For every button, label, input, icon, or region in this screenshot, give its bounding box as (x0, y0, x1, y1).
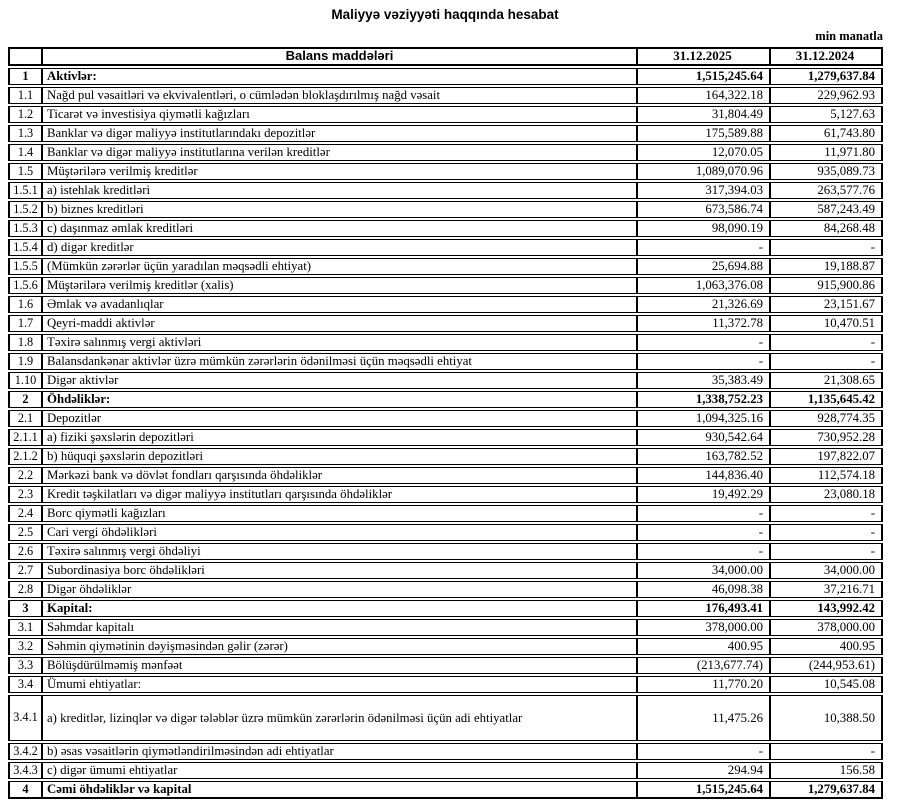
table-row (8, 543, 883, 560)
value-2025: (213,677.74) (637, 657, 770, 674)
table-row (8, 277, 883, 294)
table-row (8, 315, 883, 332)
value-2024: 84,268.48 (770, 220, 883, 237)
value-2025: 11,475.26 (637, 695, 770, 741)
row-label: Kredit təşkilatları və digər maliyyə institutları qarşısında öhdəliklər (42, 486, 637, 503)
row-number: 1.5.6 (8, 277, 42, 294)
table-row (8, 695, 883, 741)
value-2024: 197,822.07 (770, 448, 883, 465)
value-2024: - (770, 353, 883, 370)
row-number: 1.8 (8, 334, 42, 351)
value-2025: 12,070.05 (637, 144, 770, 161)
value-2025: 930,542.64 (637, 429, 770, 446)
unit-label: min manatla (815, 29, 883, 43)
table-row (8, 657, 883, 674)
row-label: Digər öhdəliklər (42, 581, 637, 598)
value-2024: 1,135,645.42 (770, 391, 883, 408)
row-number: 1.5 (8, 163, 42, 180)
row-number: 2.2 (8, 467, 42, 484)
header-row (8, 47, 883, 66)
row-label: a) fiziki şəxslərin depozitləri (42, 429, 637, 446)
row-label: Müştərilərə verilmiş kreditlər (xalis) (42, 277, 637, 294)
value-2025: 35,383.49 (637, 372, 770, 389)
row-number: 3.4.1 (8, 695, 42, 741)
row-number: 1.5.1 (8, 182, 42, 199)
table-row (8, 781, 883, 799)
table-row (8, 448, 883, 465)
value-2025: 317,394.03 (637, 182, 770, 199)
row-number: 1.2 (8, 106, 42, 123)
value-2025: - (637, 505, 770, 522)
value-2024: 19,188.87 (770, 258, 883, 275)
table-row (8, 638, 883, 655)
row-label: b) əsas vəsaitlərin qiymətləndirilməsindən adi ehtiyatlar (42, 743, 637, 760)
value-2024: 34,000.00 (770, 562, 883, 579)
value-2024: 11,971.80 (770, 144, 883, 161)
value-2024: 935,089.73 (770, 163, 883, 180)
value-2025: 1,089,070.96 (637, 163, 770, 180)
row-number: 1.5.3 (8, 220, 42, 237)
row-number: 1.5.4 (8, 239, 42, 256)
table-row (8, 524, 883, 541)
value-2024: 10,470.51 (770, 315, 883, 332)
value-2024: (244,953.61) (770, 657, 883, 674)
row-label: Qeyri-maddi aktivlər (42, 315, 637, 332)
value-2025: - (637, 743, 770, 760)
value-2025: 34,000.00 (637, 562, 770, 579)
value-2025: 673,586.74 (637, 201, 770, 218)
value-2025: 1,515,245.64 (637, 68, 770, 85)
value-2025: 19,492.29 (637, 486, 770, 503)
table-row (8, 125, 883, 142)
row-label: b) biznes kreditləri (42, 201, 637, 218)
row-number: 3.4.3 (8, 762, 42, 779)
page-title: Maliyyə vəziyyəti haqqında hesabat (331, 7, 559, 22)
value-2025: - (637, 543, 770, 560)
table-row (8, 581, 883, 598)
value-2025: 144,836.40 (637, 467, 770, 484)
value-2024: - (770, 239, 883, 256)
row-number: 2.5 (8, 524, 42, 541)
header-date-2024: 31.12.2024 (770, 47, 883, 66)
row-label: Əmlak və avadanlıqlar (42, 296, 637, 313)
value-2025: 46,098.38 (637, 581, 770, 598)
row-number: 1.5.5 (8, 258, 42, 275)
table-row (8, 144, 883, 161)
value-2024: 378,000.00 (770, 619, 883, 636)
row-number: 1.5.2 (8, 201, 42, 218)
table-row (8, 201, 883, 218)
value-2024: 928,774.35 (770, 410, 883, 427)
value-2025: 98,090.19 (637, 220, 770, 237)
row-number: 2.3 (8, 486, 42, 503)
row-number: 3.3 (8, 657, 42, 674)
value-2025: 175,589.88 (637, 125, 770, 142)
balance-sheet-table (8, 45, 883, 801)
row-number: 3.1 (8, 619, 42, 636)
table-row (8, 619, 883, 636)
value-2024: 1,279,637.84 (770, 781, 883, 799)
row-number: 1.4 (8, 144, 42, 161)
row-label: Təxirə salınmış vergi öhdəliyi (42, 543, 637, 560)
row-number: 2.1.2 (8, 448, 42, 465)
value-2025: 163,782.52 (637, 448, 770, 465)
row-number: 2.1.1 (8, 429, 42, 446)
table-row (8, 296, 883, 313)
table-row (8, 68, 883, 85)
value-2025: - (637, 334, 770, 351)
row-number: 1.6 (8, 296, 42, 313)
row-number: 1.3 (8, 125, 42, 142)
value-2025: - (637, 239, 770, 256)
value-2025: 176,493.41 (637, 600, 770, 617)
value-2025: 21,326.69 (637, 296, 770, 313)
row-number: 2.4 (8, 505, 42, 522)
row-label: Müştərilərə verilmiş kreditlər (42, 163, 637, 180)
value-2024: - (770, 524, 883, 541)
value-2024: - (770, 334, 883, 351)
table-row (8, 106, 883, 123)
row-label: Mərkəzi bank və dövlət fondları qarşısında öhdəliklər (42, 467, 637, 484)
value-2025: 11,770.20 (637, 676, 770, 693)
value-2024: 21,308.65 (770, 372, 883, 389)
value-2025: 11,372.78 (637, 315, 770, 332)
value-2024: 400.95 (770, 638, 883, 655)
value-2025: 1,094,325.16 (637, 410, 770, 427)
row-label: Kapital: (42, 600, 637, 617)
value-2024: 23,080.18 (770, 486, 883, 503)
value-2024: - (770, 743, 883, 760)
table-header (8, 47, 883, 66)
row-label: Ümumi ehtiyatlar: (42, 676, 637, 693)
table-row (8, 467, 883, 484)
value-2025: 25,694.88 (637, 258, 770, 275)
table-row (8, 353, 883, 370)
value-2025: 378,000.00 (637, 619, 770, 636)
row-label: Depozitlər (42, 410, 637, 427)
row-number: 4 (8, 781, 42, 799)
row-label: d) digər kreditlər (42, 239, 637, 256)
value-2024: 143,992.42 (770, 600, 883, 617)
value-2024: 587,243.49 (770, 201, 883, 218)
table-row (8, 87, 883, 104)
value-2025: - (637, 353, 770, 370)
value-2024: 10,545.08 (770, 676, 883, 693)
row-number: 1.7 (8, 315, 42, 332)
row-label: Subordinasiya borc öhdəlikləri (42, 562, 637, 579)
row-label: b) hüquqi şəxslərin depozitləri (42, 448, 637, 465)
row-label: Bölüşdürülməmiş mənfəət (42, 657, 637, 674)
table-row (8, 220, 883, 237)
table-row (8, 505, 883, 522)
value-2025: 294.94 (637, 762, 770, 779)
table-row (8, 762, 883, 779)
row-label: Cəmi öhdəliklər və kapital (42, 781, 637, 799)
header-date-2025: 31.12.2025 (637, 47, 770, 66)
table-row (8, 391, 883, 408)
row-number: 1.10 (8, 372, 42, 389)
table-row (8, 562, 883, 579)
value-2024: 229,962.93 (770, 87, 883, 104)
table-row (8, 410, 883, 427)
table-row (8, 486, 883, 503)
value-2025: 1,063,376.08 (637, 277, 770, 294)
table-row (8, 429, 883, 446)
value-2024: 37,216.71 (770, 581, 883, 598)
row-number: 1.1 (8, 87, 42, 104)
row-label: Təxirə salınmış vergi aktivləri (42, 334, 637, 351)
value-2024: 5,127.63 (770, 106, 883, 123)
row-number: 2.6 (8, 543, 42, 560)
value-2024: 915,900.86 (770, 277, 883, 294)
value-2025: 164,322.18 (637, 87, 770, 104)
row-number: 1.9 (8, 353, 42, 370)
header-row-number (8, 47, 42, 66)
value-2025: 1,338,752.23 (637, 391, 770, 408)
value-2024: - (770, 543, 883, 560)
value-2024: 1,279,637.84 (770, 68, 883, 85)
row-label: Səhmin qiymətinin dəyişməsindən gəlir (zərər) (42, 638, 637, 655)
table-row (8, 743, 883, 760)
table-row (8, 258, 883, 275)
row-number: 3 (8, 600, 42, 617)
value-2025: - (637, 524, 770, 541)
table-row (8, 334, 883, 351)
row-label: c) digər ümumi ehtiyatlar (42, 762, 637, 779)
table-row (8, 239, 883, 256)
row-label: Digər aktivlər (42, 372, 637, 389)
value-2025: 31,804.49 (637, 106, 770, 123)
row-label: a) kreditlər, lizinqlər və digər tələblər üzrə mümkün zərərlərin ödənilməsi üçün adi ehtiyatlar (42, 695, 637, 741)
row-label: Nağd pul vəsaitləri və ekvivalentləri, o cümlədən bloklaşdırılmış nağd vəsait (42, 87, 637, 104)
row-number: 3.4 (8, 676, 42, 693)
table-row (8, 182, 883, 199)
value-2024: - (770, 505, 883, 522)
row-number: 2.7 (8, 562, 42, 579)
row-number: 1 (8, 68, 42, 85)
table-body (8, 68, 883, 799)
row-label: Banklar və digər maliyyə institutlarına verilən kreditlər (42, 144, 637, 161)
row-label: Ticarət və investisiya qiymətli kağızları (42, 106, 637, 123)
row-number: 2.1 (8, 410, 42, 427)
row-number: 2 (8, 391, 42, 408)
row-number: 3.2 (8, 638, 42, 655)
header-balance-items: Balans maddələri (42, 47, 637, 66)
row-label: c) daşınmaz əmlak kreditləri (42, 220, 637, 237)
value-2024: 112,574.18 (770, 467, 883, 484)
row-label: Borc qiymətli kağızları (42, 505, 637, 522)
row-label: Balansdankənar aktivlər üzrə mümkün zərərlərin ödənilməsi üçün məqsədli ehtiyat (42, 353, 637, 370)
row-label: Cari vergi öhdəlikləri (42, 524, 637, 541)
value-2024: 730,952.28 (770, 429, 883, 446)
row-label: Öhdəliklər: (42, 391, 637, 408)
table-row (8, 676, 883, 693)
table-row (8, 372, 883, 389)
row-number: 2.8 (8, 581, 42, 598)
value-2025: 400.95 (637, 638, 770, 655)
row-number: 3.4.2 (8, 743, 42, 760)
table-row (8, 600, 883, 617)
value-2024: 156.58 (770, 762, 883, 779)
value-2024: 23,151.67 (770, 296, 883, 313)
value-2024: 263,577.76 (770, 182, 883, 199)
row-label: a) istehlak kreditləri (42, 182, 637, 199)
value-2025: 1,515,245.64 (637, 781, 770, 799)
row-label: Banklar və digər maliyyə institutlarındakı depozitlər (42, 125, 637, 142)
value-2024: 10,388.50 (770, 695, 883, 741)
row-label: (Mümkün zərərlər üçün yaradılan məqsədli ehtiyat) (42, 258, 637, 275)
table-row (8, 163, 883, 180)
row-label: Aktivlər: (42, 68, 637, 85)
value-2024: 61,743.80 (770, 125, 883, 142)
row-label: Səhmdar kapitalı (42, 619, 637, 636)
